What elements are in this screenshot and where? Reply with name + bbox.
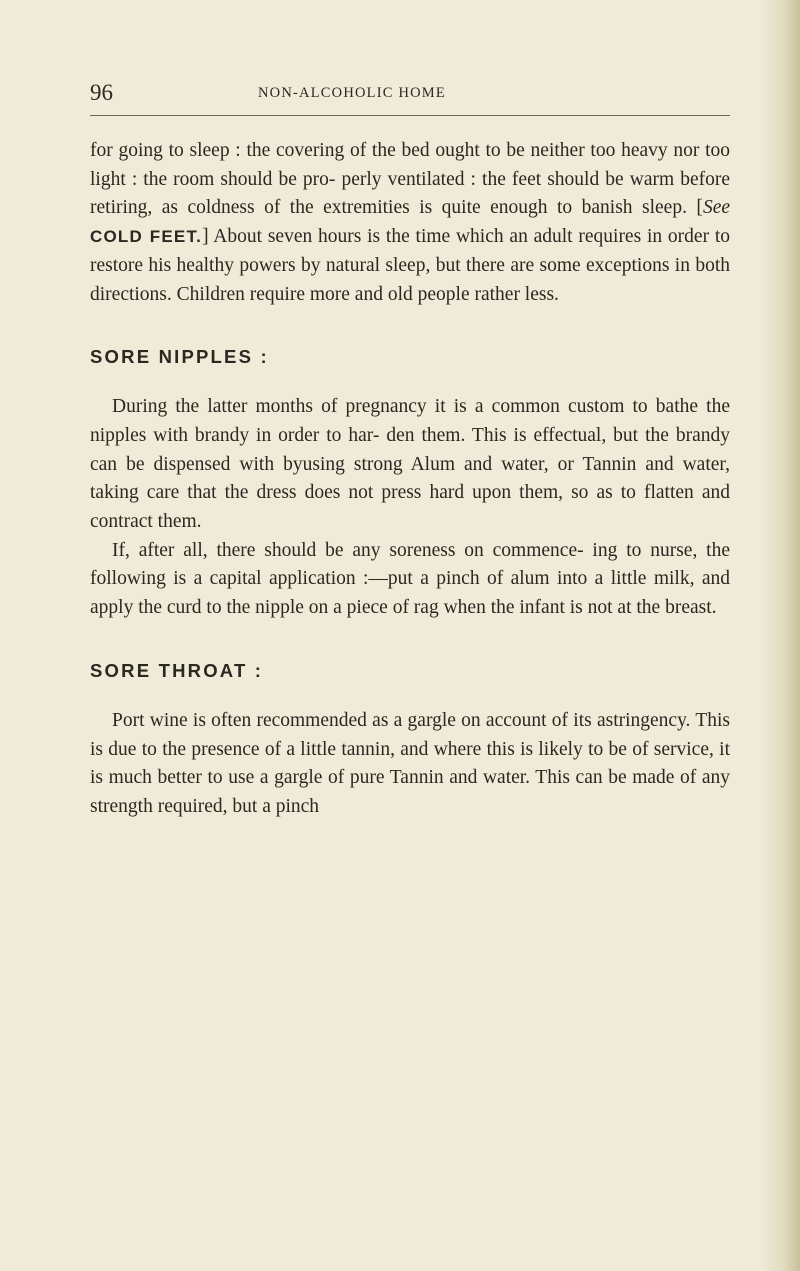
section-heading-sore-nipples: SORE NIPPLES : — [90, 346, 269, 368]
intro-paragraph — [90, 137, 730, 309]
page-number: 96 — [90, 80, 113, 105]
running-head: NON-ALCOHOLIC HOME — [258, 85, 446, 101]
section-heading-sore-throat: SORE THROAT : — [90, 659, 264, 681]
intro-text-after: ] About seven hours is the time which an adult requires in order to restore his healthy powers by natural sleep, but there are some exceptions in both directions. Children require more and old people rather less. — [90, 226, 731, 305]
page-header — [90, 80, 730, 110]
sore-throat-paragraph-1: Port wine is often recommended as a gargle on account of its astringency. This is due to the presence of a little tannin, and where this is likely to be of service, it is much better to use a gargle of pure Tannin and water. This can be made of any strength required, but a pinch — [90, 709, 730, 817]
header-rule — [90, 115, 730, 116]
see-label: See — [702, 197, 730, 219]
body-text — [90, 137, 730, 822]
intro-text-before: for going to sleep : the covering of the bed ought to be neither too heavy nor too light : the room should be pro- perly ventilated : the feet should be warm before retiring, as coldness of the extremities is quite enough to banish sleep. [ — [90, 140, 730, 219]
page-edge-shadow — [760, 0, 800, 1271]
sore-nipples-paragraph-2: If, after all, there should be any soreness on commence- ing to nurse, the following is a capital application :—put a pinch of alum into a little milk, and apply the curd to the nipple on a piece of rag when the infant is not at the breast. — [90, 539, 730, 619]
cross-reference-cold-feet: COLD FEET. — [90, 227, 203, 247]
sore-nipples-paragraph-1: During the latter months of pregnancy it is a common custom to bathe the nipples with brandy in order to har- den them. This is effectual, but the brandy can be dispensed with byusing strong Alum and water, or Tannin and water, taking care that the dress does not press hard upon them, so as to flatten and contract them. — [90, 396, 730, 533]
